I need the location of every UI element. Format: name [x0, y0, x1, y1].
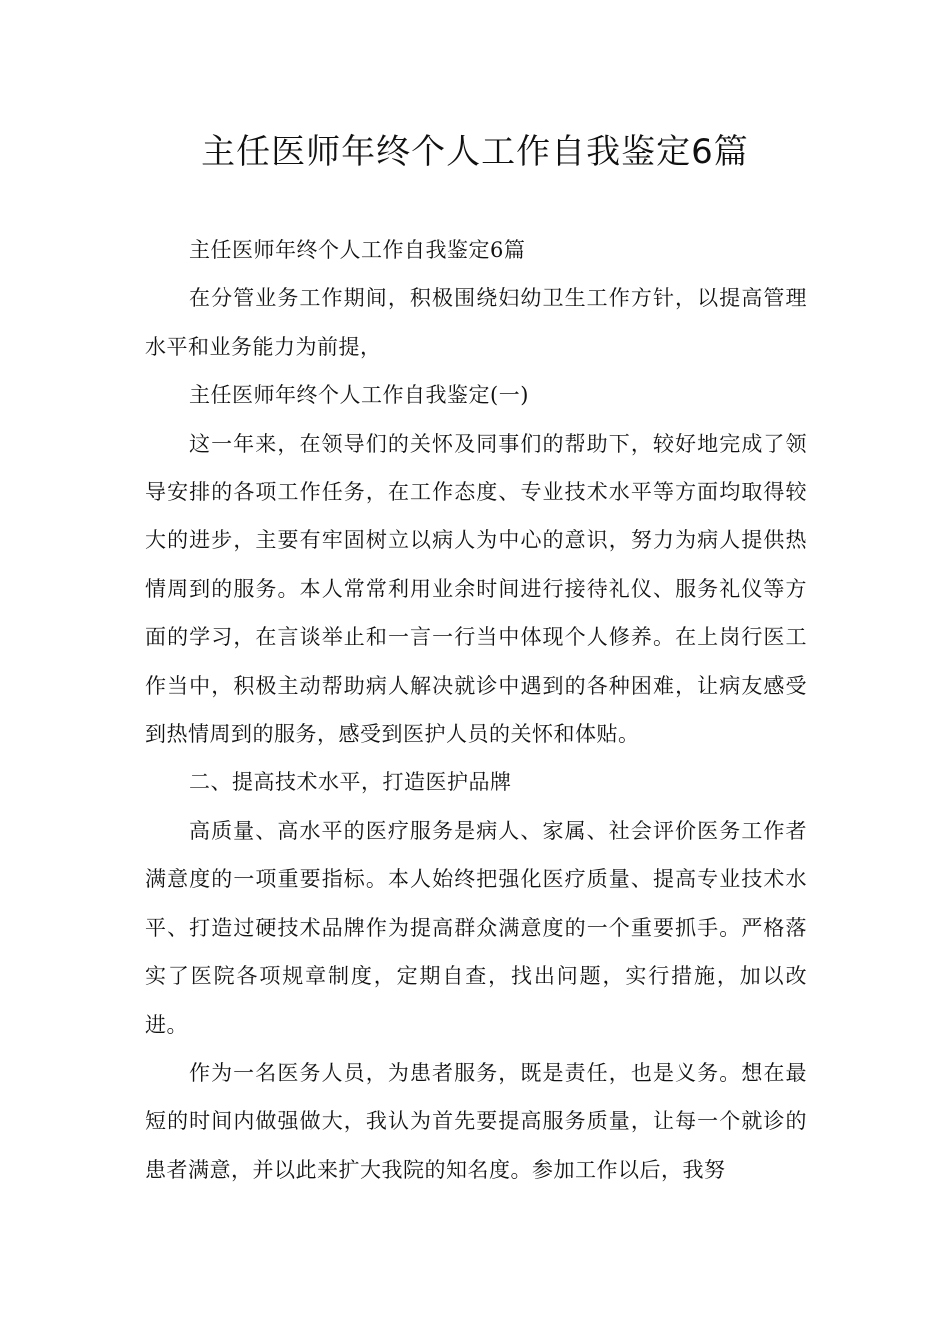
paragraph-service: 作为一名医务人员，为患者服务，既是责任，也是义务。想在最短的时间内做强做大，我认为首先要提高服务质量，让每一个就诊的患者满意，并以此来扩大我院的知名度。参加工作以后，我努 [145, 1060, 807, 1182]
paragraph-year-review: 这一年来，在领导们的关怀及同事们的帮助下，较好地完成了领导安排的各项工作任务，在工作态度、专业技术水平等方面均取得较大的进步，主要有牢固树立以病人为中心的意识，努力为病人提供热情周到的服务。本人常常利用业余时间进行接待礼仪、服务礼仪等方面的学习，在言谈举止和一言一行当中体现个人修养。在上岗行医工作当中，积极主动帮助病人解决就诊中遇到的各种困难，让病友感受到热情周到的服务，感受到医护人员的关怀和体贴。 [145, 431, 807, 747]
section-heading-one: 主任医师年终个人工作自我鉴定(一) [189, 383, 529, 408]
paragraph-subtitle: 主任医师年终个人工作自我鉴定6篇 [189, 238, 526, 262]
document-title: 主任医师年终个人工作自我鉴定6篇 [201, 132, 749, 172]
document-body [145, 226, 807, 1194]
paragraph-quality: 高质量、高水平的医疗服务是病人、家属、社会评价医务工作者满意度的一项重要指标。本人始终把强化医疗质量、提高专业技术水平、打造过硬技术品牌作为提高群众满意度的一个重要抓手。严格落实了医院各项规章制度，定期自查，找出问题，实行措施，加以改进。 [145, 818, 807, 1037]
paragraph-intro: 在分管业务工作期间，积极围绕妇幼卫生工作方针，以提高管理水平和业务能力为前提， [145, 286, 807, 359]
section-heading-two: 二、提高技术水平，打造医护品牌 [189, 770, 512, 795]
